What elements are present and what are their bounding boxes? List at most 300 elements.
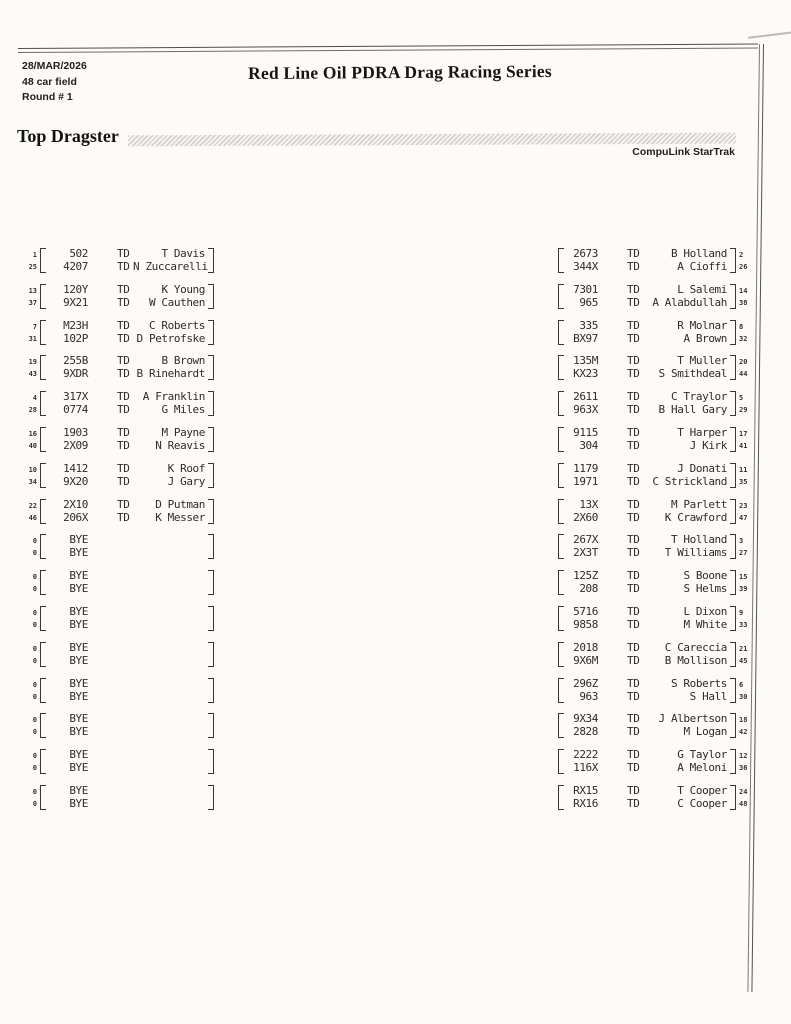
bracket-close-icon [730,749,736,774]
ladder-row [0,499,791,524]
class-code: TD [627,748,640,762]
car-number: 13X [579,497,598,511]
seed-top: 13 [28,286,37,295]
seed-numbers [24,570,37,595]
ladder-row [0,463,791,488]
entry-bottom [46,547,205,559]
pairing-lines [46,606,208,631]
class-code: TD [627,676,640,690]
class-code: TD [627,474,640,488]
pairing-lines [46,713,208,738]
pairing-lines [564,785,730,810]
driver-name: B Rinehardt [136,367,205,381]
seed-bottom: 37 [28,298,37,307]
class-code: TD [627,582,640,596]
driver-name: D Petrofske [136,331,205,345]
pairing-right [558,355,752,380]
pairing-left [24,642,214,667]
car-number: 2828 [573,725,598,739]
entry-top [564,713,727,725]
car-number: M23H [63,318,88,332]
pairing-left [24,534,214,559]
seed-numbers [24,678,37,703]
seed-numbers [739,284,752,309]
bracket-close-icon [730,320,736,345]
car-number: 116X [573,761,598,775]
seed-numbers [739,499,752,524]
seed-bottom: 30 [739,692,748,701]
seed-numbers [739,391,752,416]
driver-name: J Kirk [689,438,727,452]
car-number: 304 [579,438,598,452]
class-code: TD [627,438,640,452]
event-date: 28/MAR/2026 [22,60,87,72]
car-number: 267X [573,533,598,547]
car-number: 1179 [573,461,598,475]
entry-top [564,642,727,654]
class-code: TD [627,712,640,726]
car-number: 9X6M [573,653,598,667]
page-edge-corner-line [748,31,791,38]
bracket-close-icon [208,534,214,559]
car-number: 2X3T [573,546,598,560]
driver-name: M Payne [161,425,205,439]
ladder-row [0,284,791,309]
entry-bottom [46,655,205,667]
entry-bottom [46,619,205,631]
driver-name [133,606,205,618]
seed-bottom: 33 [739,620,748,629]
bracket-close-icon [208,642,214,667]
bracket-close-icon [208,499,214,524]
pairing-lines [564,320,730,345]
seed-top: 8 [739,322,744,331]
class-code [117,547,133,559]
driver-name: T Holland [670,533,727,547]
bracket-close-icon [208,427,214,452]
driver-name: G Miles [161,403,205,417]
seed-bottom: 0 [32,692,37,701]
pairing-lines [564,463,730,488]
seed-bottom: 25 [28,263,37,271]
class-code: TD [627,796,640,810]
pairing-left [24,427,214,452]
seed-bottom: 38 [739,298,748,307]
car-number: 963X [573,403,598,417]
ladder-row [0,749,791,774]
pairing-right [558,785,752,810]
seed-numbers [739,320,752,345]
driver-name: M Logan [683,725,727,739]
car-number: 1903 [63,425,88,439]
driver-name: A Cioffi [677,260,727,273]
class-code: TD [627,510,640,524]
entry-top [564,785,727,797]
car-number: BYE [69,653,88,667]
class-code [117,785,133,797]
class-code: TD [117,354,130,368]
seed-bottom: 44 [739,370,748,379]
seed-top: 2 [739,251,744,259]
car-number: BYE [69,676,88,690]
seed-top: 0 [32,537,37,546]
class-code: TD [117,497,130,511]
pairing-lines [564,391,730,416]
pairing-lines [46,534,208,559]
car-number: BYE [69,783,88,797]
entry-bottom [46,368,205,380]
seed-top: 0 [32,787,37,796]
car-number: 0774 [63,403,88,417]
entry-top [564,355,727,367]
car-number: 2018 [573,640,598,654]
class-code: TD [627,354,640,368]
seed-bottom: 35 [739,477,748,486]
driver-name [133,642,205,654]
seed-top: 10 [28,465,37,474]
entry-bottom [564,404,727,416]
driver-name: L Dixon [683,604,727,618]
pairing-left [24,749,214,774]
class-code [117,691,133,703]
seed-numbers [739,749,752,774]
class-code: TD [627,247,640,260]
bracket-close-icon [208,713,214,738]
seed-top: 4 [32,394,37,403]
seed-numbers [739,463,752,488]
seed-numbers [24,785,37,810]
pairing-lines [564,642,730,667]
seed-top: 22 [28,501,37,510]
seed-top: 20 [739,358,748,367]
class-code [117,678,133,690]
entry-bottom [46,762,205,774]
entry-top [564,606,727,618]
pairing-lines [46,499,208,524]
entry-top [46,427,205,439]
entry-bottom [46,333,205,345]
seed-bottom: 26 [739,263,748,271]
seed-numbers [24,463,37,488]
seed-top: 12 [739,752,748,761]
seed-bottom: 41 [739,441,748,450]
driver-name: A Franklin [142,390,205,404]
pairing-left [24,248,214,273]
ladder-row [0,534,791,559]
driver-name: J Gary [167,474,205,488]
car-number: 125Z [573,569,598,583]
entry-bottom [564,583,727,595]
seed-top: 15 [739,573,748,582]
class-code: TD [627,617,640,631]
class-code: TD [117,247,130,260]
seed-top: 0 [32,752,37,761]
seed-numbers [24,355,37,380]
ladder-row [0,606,791,631]
driver-name: B Mollison [664,653,727,667]
class-code: TD [627,295,640,309]
driver-name [133,762,205,774]
class-title-hatch-bar [128,133,736,147]
seed-top: 3 [739,537,744,546]
seed-numbers [24,427,37,452]
entry-bottom [564,762,727,774]
driver-name [133,785,205,797]
ladder-row [0,642,791,667]
class-code: TD [627,318,640,332]
seed-top: 0 [32,608,37,617]
pairing-lines [564,606,730,631]
entry-bottom [46,691,205,703]
pairing-lines [564,355,730,380]
seed-top: 9 [739,608,744,617]
class-code: TD [117,474,130,488]
class-code: TD [627,367,640,381]
class-code: TD [627,783,640,797]
bracket-close-icon [730,534,736,559]
seed-top: 0 [32,716,37,725]
driver-name: C Strickland [652,474,727,488]
pairing-left [24,713,214,738]
seed-bottom: 32 [739,334,748,343]
car-number: 965 [579,295,598,309]
driver-name: T Muller [677,354,727,368]
class-code: TD [627,761,640,775]
seed-top: 16 [28,429,37,438]
entry-bottom [46,512,205,524]
seed-numbers [739,678,752,703]
seed-bottom: 0 [32,585,37,594]
seed-top: 24 [739,787,748,796]
car-number: BYE [69,748,88,762]
seed-top: 7 [32,322,37,331]
seed-bottom: 40 [28,441,37,450]
bracket-close-icon [730,642,736,667]
driver-name: S Hall [689,689,727,703]
seed-numbers [739,427,752,452]
class-code: TD [627,640,640,654]
bracket-close-icon [730,606,736,631]
class-code [117,534,133,546]
entry-bottom [564,297,727,309]
class-code: TD [627,497,640,511]
seed-numbers [24,248,37,273]
car-number: 296Z [573,676,598,690]
car-number: 335 [579,318,598,332]
pairing-lines [46,320,208,345]
class-code [117,798,133,810]
entry-bottom [564,261,727,273]
seed-top: 11 [739,465,748,474]
seed-bottom: 31 [28,334,37,343]
seed-numbers [739,570,752,595]
bracket-close-icon [730,391,736,416]
bracket-close-icon [730,785,736,810]
class-code: TD [627,331,640,345]
seed-numbers [739,248,752,273]
entry-top [564,320,727,332]
class-code: TD [117,260,130,273]
driver-name: C Cooper [677,796,727,810]
pairing-left [24,499,214,524]
car-number: 9115 [573,425,598,439]
pairing-lines [564,499,730,524]
pairing-right [558,248,752,273]
class-code [117,655,133,667]
driver-name: W Cauthen [148,295,205,309]
driver-name [133,583,205,595]
seed-top: 23 [739,501,748,510]
pairing-lines [46,642,208,667]
driver-name [133,691,205,703]
car-number: 2X10 [63,497,88,511]
driver-name: S Smithdeal [658,367,727,381]
seed-numbers [739,642,752,667]
entry-top [564,570,727,582]
seed-bottom: 0 [32,764,37,773]
seed-bottom: 36 [739,764,748,773]
entry-bottom [564,368,727,380]
class-code: TD [117,438,130,452]
entry-top [46,499,205,511]
seed-numbers [24,642,37,667]
pairing-lines [564,284,730,309]
car-number: 102P [63,331,88,345]
entry-bottom [46,297,205,309]
driver-name: M White [683,617,727,631]
seed-top: 19 [28,358,37,367]
car-number: 9XDR [63,367,88,381]
driver-name [133,678,205,690]
entry-top [46,320,205,332]
class-code: TD [117,510,130,524]
pairing-lines [564,248,730,273]
seed-numbers [24,284,37,309]
class-code: TD [627,546,640,560]
seed-bottom: 42 [739,728,748,737]
car-number: BYE [69,617,88,631]
car-number: 2673 [573,247,598,260]
pairing-right [558,713,752,738]
class-code: TD [627,604,640,618]
bracket-close-icon [208,749,214,774]
seed-numbers [24,320,37,345]
car-number: 5716 [573,604,598,618]
entry-top [46,785,205,797]
seed-numbers [739,713,752,738]
seed-bottom: 39 [739,585,748,594]
driver-name: J Donati [677,461,727,475]
driver-name: K Crawford [664,510,727,524]
driver-name: B Hall Gary [658,403,727,417]
seed-numbers [24,534,37,559]
class-code [117,570,133,582]
seed-top: 0 [32,644,37,653]
entry-bottom [564,512,727,524]
driver-name: A Meloni [677,761,727,775]
driver-name: S Helms [683,582,727,596]
pairing-left [24,284,214,309]
entry-top [46,642,205,654]
bracket-close-icon [730,355,736,380]
class-code: TD [627,425,640,439]
seed-bottom: 28 [28,406,37,415]
pairing-lines [46,355,208,380]
bracket-close-icon [208,463,214,488]
bracket-close-icon [208,355,214,380]
entry-top [564,427,727,439]
seed-bottom: 47 [739,513,748,522]
ladder-row [0,713,791,738]
car-number: 120Y [63,282,88,296]
seed-top: 17 [739,429,748,438]
entry-top [46,570,205,582]
car-number: 208 [579,582,598,596]
bracket-close-icon [208,320,214,345]
class-code: TD [117,425,130,439]
entry-top [564,391,727,403]
class-code: TD [117,282,130,296]
seed-numbers [739,785,752,810]
pairing-lines [564,749,730,774]
seed-top: 5 [739,394,744,403]
bracket-close-icon [730,499,736,524]
driver-name [133,798,205,810]
entry-top [46,534,205,546]
pairing-left [24,463,214,488]
driver-name [133,655,205,667]
driver-name: B Holland [670,247,727,260]
bracket-close-icon [730,248,736,273]
pairing-lines [564,534,730,559]
car-number: 255B [63,354,88,368]
class-code [117,726,133,738]
field-size: 48 car field [22,75,77,88]
car-number: BYE [69,689,88,703]
driver-name: M Parlett [670,497,727,511]
car-number: BYE [69,712,88,726]
driver-name: G Taylor [677,748,727,762]
pairing-left [24,355,214,380]
seed-bottom: 34 [28,477,37,486]
seed-top: 6 [739,680,744,689]
car-number: BYE [69,640,88,654]
car-number: BYE [69,761,88,775]
car-number: 135M [573,354,598,368]
entry-top [46,463,205,475]
driver-name: T Harper [677,425,727,439]
entry-top [564,534,727,546]
entry-bottom [564,655,727,667]
car-number: 344X [573,260,598,273]
entry-top [46,355,205,367]
entry-bottom [564,440,727,452]
class-code: TD [627,533,640,547]
class-code: TD [627,260,640,273]
car-number: 9X20 [63,474,88,488]
driver-name: N Reavis [155,438,205,452]
seed-top: 14 [739,286,748,295]
bracket-close-icon [208,248,214,273]
car-number: BYE [69,796,88,810]
bracket-close-icon [208,785,214,810]
pairing-right [558,391,752,416]
seed-top: 21 [739,644,748,653]
driver-name: C Roberts [148,318,205,332]
car-number: 4207 [63,260,88,273]
class-code: TD [117,403,130,417]
seed-numbers [24,713,37,738]
